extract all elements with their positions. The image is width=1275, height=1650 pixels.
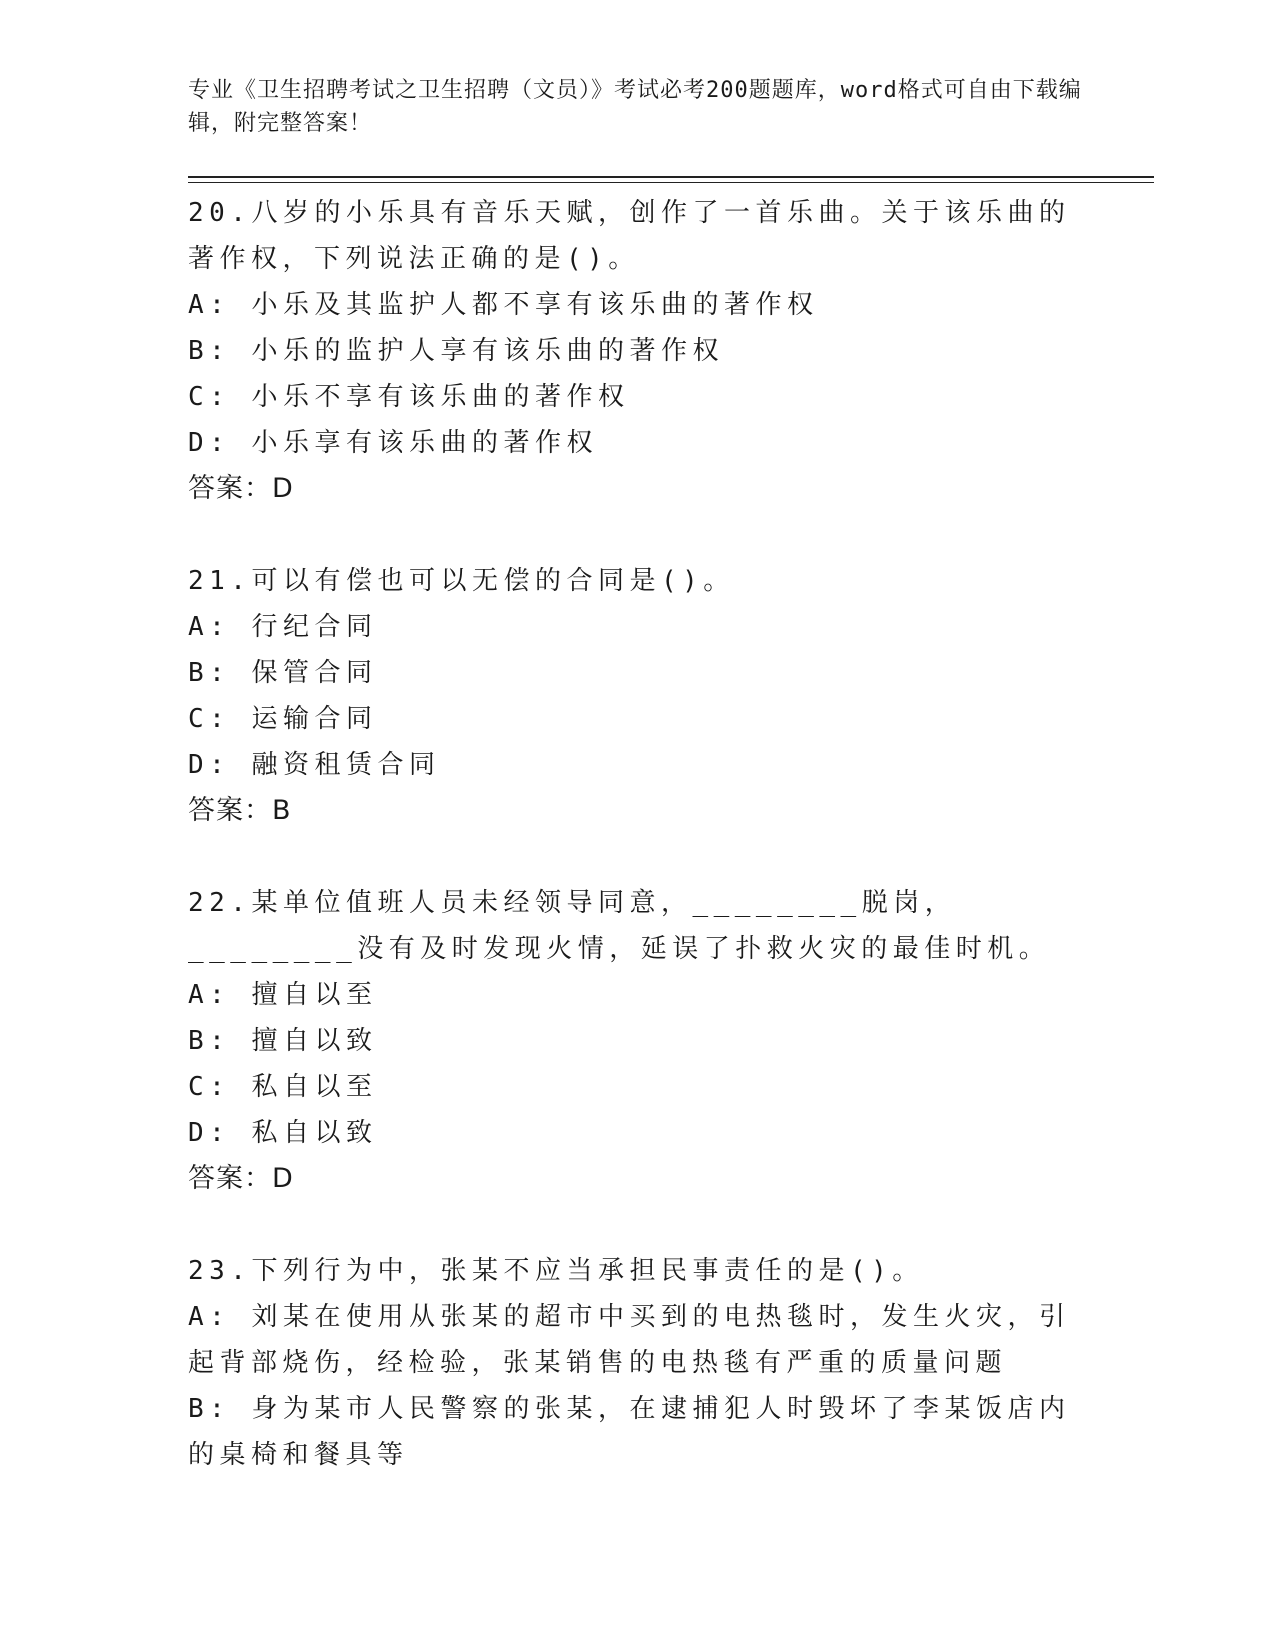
question-stem bbox=[188, 558, 1088, 604]
option-a bbox=[188, 972, 1088, 1018]
option-a bbox=[188, 282, 1088, 328]
answer-line: 答案：B bbox=[188, 795, 292, 826]
question-22 bbox=[188, 880, 1088, 1202]
option-text: 私自以致 bbox=[251, 1118, 378, 1148]
option-text: 小乐不享有该乐曲的著作权 bbox=[251, 382, 630, 412]
question-stem bbox=[188, 880, 1088, 972]
question-number: 22. bbox=[188, 888, 252, 918]
option-text: 行纪合同 bbox=[251, 612, 378, 642]
question-list bbox=[188, 190, 1088, 1478]
option-text: 保管合同 bbox=[251, 658, 378, 688]
question-21 bbox=[188, 558, 1088, 834]
question-stem bbox=[188, 1248, 1088, 1294]
option-c bbox=[188, 374, 1088, 420]
option-label: D: bbox=[188, 1118, 231, 1148]
spacer bbox=[188, 512, 1088, 558]
option-b bbox=[188, 1018, 1088, 1064]
option-label: B: bbox=[188, 1394, 231, 1424]
option-b bbox=[188, 1386, 1088, 1478]
option-text: 运输合同 bbox=[251, 704, 378, 734]
question-stem bbox=[188, 190, 1088, 282]
question-23 bbox=[188, 1248, 1088, 1478]
option-text: 擅自以至 bbox=[251, 980, 378, 1010]
header-divider-thick bbox=[188, 176, 1154, 178]
option-label: C: bbox=[188, 1072, 231, 1102]
option-label: A: bbox=[188, 290, 231, 320]
question-20 bbox=[188, 190, 1088, 512]
option-text: 小乐及其监护人都不享有该乐曲的著作权 bbox=[251, 290, 819, 320]
option-text: 小乐的监护人享有该乐曲的著作权 bbox=[251, 336, 724, 366]
option-c bbox=[188, 696, 1088, 742]
option-label: A: bbox=[188, 1302, 231, 1332]
question-number: 21. bbox=[188, 566, 252, 596]
option-label: B: bbox=[188, 658, 231, 688]
option-text: 身为某市人民警察的张某，在逮捕犯人时毁坏了李某饭店内的桌椅和餐具等 bbox=[188, 1394, 1071, 1470]
option-label: D: bbox=[188, 750, 231, 780]
option-text: 小乐享有该乐曲的著作权 bbox=[251, 428, 598, 458]
option-text: 擅自以致 bbox=[251, 1026, 378, 1056]
option-text: 私自以至 bbox=[251, 1072, 378, 1102]
option-d bbox=[188, 420, 1088, 466]
header-divider-thin bbox=[188, 182, 1154, 183]
option-label: A: bbox=[188, 980, 231, 1010]
question-text: 八岁的小乐具有音乐天赋，创作了一首乐曲。关于该乐曲的著作权，下列说法正确的是()。 bbox=[188, 198, 1071, 274]
option-c bbox=[188, 1064, 1088, 1110]
option-label: B: bbox=[188, 1026, 231, 1056]
document-header: 专业《卫生招聘考试之卫生招聘（文员）》考试必考200题题库，word格式可自由下载编辑，附完整答案！ bbox=[188, 78, 1082, 136]
option-label: C: bbox=[188, 704, 231, 734]
option-a bbox=[188, 604, 1088, 650]
option-b bbox=[188, 650, 1088, 696]
option-b bbox=[188, 328, 1088, 374]
question-text: 某单位值班人员未经领导同意，________脱岗，________没有及时发现火情，延误了扑救火灾的最佳时机。 bbox=[188, 888, 1051, 964]
spacer bbox=[188, 1202, 1088, 1248]
option-d bbox=[188, 1110, 1088, 1156]
option-label: D: bbox=[188, 428, 231, 458]
answer-line: 答案：D bbox=[188, 1163, 294, 1194]
option-d bbox=[188, 742, 1088, 788]
option-label: C: bbox=[188, 382, 231, 412]
question-text: 下列行为中，张某不应当承担民事责任的是()。 bbox=[251, 1256, 924, 1286]
answer-line: 答案：D bbox=[188, 473, 294, 504]
option-text: 融资租赁合同 bbox=[251, 750, 441, 780]
question-number: 23. bbox=[188, 1256, 252, 1286]
spacer bbox=[188, 834, 1088, 880]
option-text: 刘某在使用从张某的超市中买到的电热毯时，发生火灾，引起背部烧伤，经检验，张某销售的电热毯有严重的质量问题 bbox=[188, 1302, 1071, 1378]
question-text: 可以有偿也可以无偿的合同是()。 bbox=[251, 566, 735, 596]
option-a bbox=[188, 1294, 1088, 1386]
question-number: 20. bbox=[188, 198, 252, 228]
option-label: B: bbox=[188, 336, 231, 366]
option-label: A: bbox=[188, 612, 231, 642]
